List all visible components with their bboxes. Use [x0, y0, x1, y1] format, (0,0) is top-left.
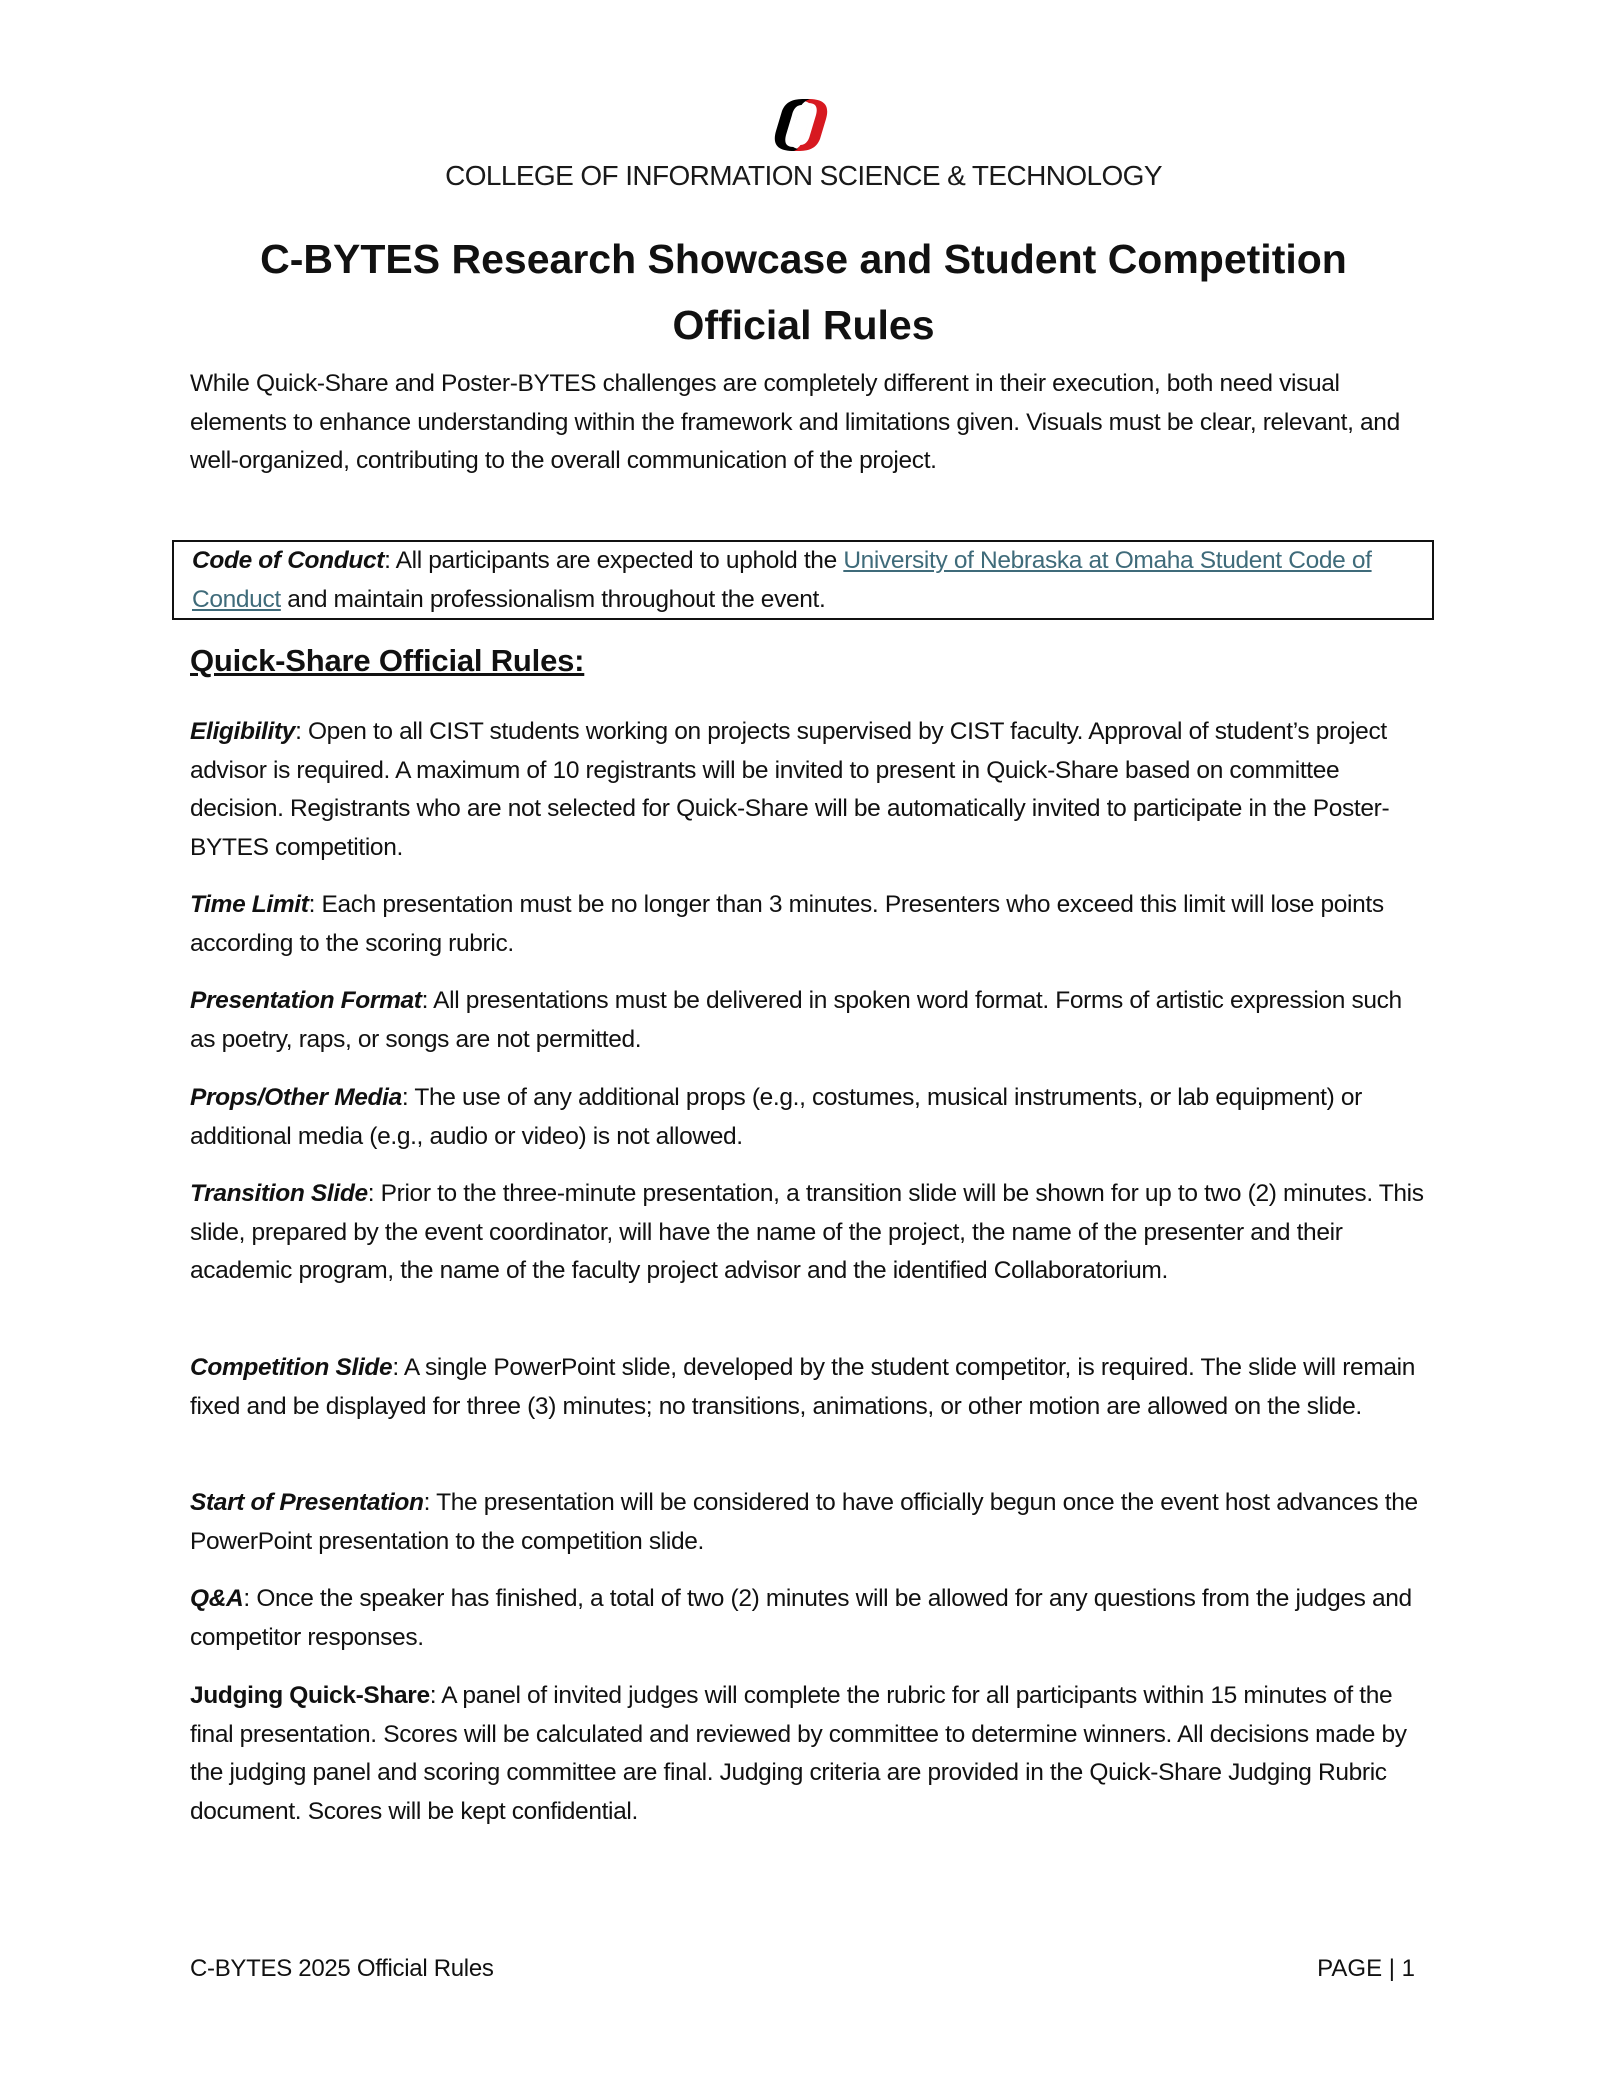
footer-document-name: C-BYTES 2025 Official Rules: [190, 1955, 494, 1982]
rule-presentation-format: [190, 982, 1430, 1059]
code-of-conduct-text: [192, 542, 1422, 619]
rule-props-other-media: [190, 1079, 1430, 1156]
conduct-text-after: and maintain professionalism throughout the event.: [280, 585, 826, 613]
code-of-conduct-box: [172, 540, 1434, 620]
document-subtitle: Official Rules: [672, 302, 935, 348]
conduct-text-before: : All participants are expected to uphold the: [384, 547, 844, 574]
rule-label: Eligibility: [190, 718, 296, 745]
rule-text: : The presentation will be considered to have officially begun once the event host advances the PowerPoint presentation to the competition slide.: [190, 1489, 1418, 1555]
code-of-conduct-label: Code of Conduct: [192, 547, 385, 574]
rule-label: Q&A: [190, 1585, 244, 1612]
rule-text: : All presentations must be delivered in spoken word format. Forms of artistic expression such as poetry, raps, or songs are not permitted.: [190, 987, 1402, 1053]
rule-transition-slide: [190, 1175, 1430, 1291]
rule-label: Time Limit: [190, 891, 309, 918]
rule-text: : A single PowerPoint slide, developed by the student competitor, is required. The slide will remain fixed and be displayed for three (3) minutes; no transitions, animations, or other motion are allowed on the slide.: [190, 1354, 1416, 1420]
rule-label: Start of Presentation: [190, 1489, 424, 1516]
rule-q-and-a: [190, 1580, 1430, 1657]
university-logo-icon: [768, 97, 834, 153]
college-name: COLLEGE OF INFORMATION SCIENCE & TECHNOLOGY: [445, 160, 1162, 191]
rule-label: Judging Quick-Share: [190, 1682, 430, 1709]
rule-text: : Open to all CIST students working on projects supervised by CIST faculty. Approval of student’s project advisor is required. A maximum of 10 registrants will be invited to present in Quick-Share based on committee decision. Registrants who are not selected for Quick-Share will be automatically invited to participate in the Poster-BYTES competition.: [190, 718, 1390, 861]
rule-text: : Prior to the three-minute presentation, a transition slide will be shown for up to two (2) minutes. This slide, prepared by the event coordinator, will have the name of the project, the name of the presenter and their academic program, the name of the faculty project advisor and the identified Collaboratorium.: [190, 1180, 1424, 1284]
rule-label: Props/Other Media: [190, 1084, 402, 1111]
rule-eligibility: [190, 713, 1430, 867]
student-code-of-conduct-link[interactable]: University of Nebraska at Omaha Student Code of Conduct: [192, 547, 1372, 613]
rule-label: Competition Slide: [190, 1354, 393, 1381]
rule-text: : The use of any additional props (e.g., costumes, musical instruments, or lab equipment) or additional media (e.g., audio or video) is not allowed.: [190, 1084, 1362, 1150]
rule-judging-quick-share: [190, 1677, 1430, 1831]
section-heading: Quick-Share Official Rules:: [190, 643, 585, 678]
rule-time-limit: [190, 886, 1430, 963]
rule-text: : A panel of invited judges will complete the rubric for all participants within 15 minutes of the final presentation. Scores will be calculated and reviewed by committee to determine winners. All decisions made by the judging panel and scoring committee are final. Judging criteria are provided in the Quick-Share Judging Rubric document. Scores will be kept confidential.: [190, 1682, 1407, 1825]
footer-page-number: PAGE | 1: [1317, 1955, 1415, 1982]
rule-label: Presentation Format: [190, 987, 422, 1014]
rule-start-of-presentation: [190, 1484, 1430, 1561]
rule-label: Transition Slide: [190, 1180, 368, 1207]
rule-competition-slide: [190, 1349, 1430, 1426]
document-title: C-BYTES Research Showcase and Student Competition: [260, 236, 1347, 282]
intro-paragraph: While Quick-Share and Poster-BYTES challenges are completely different in their execution, both need visual elements to enhance understanding within the framework and limitations given. Visuals must be clear, relevant, and well-organized, contributing to the overall communication of the project.: [190, 370, 1400, 474]
rule-text: : Once the speaker has finished, a total of two (2) minutes will be allowed for any questions from the judges and competitor responses.: [190, 1585, 1412, 1651]
rule-text: : Each presentation must be no longer than 3 minutes. Presenters who exceed this limit will lose points according to the scoring rubric.: [190, 891, 1384, 957]
